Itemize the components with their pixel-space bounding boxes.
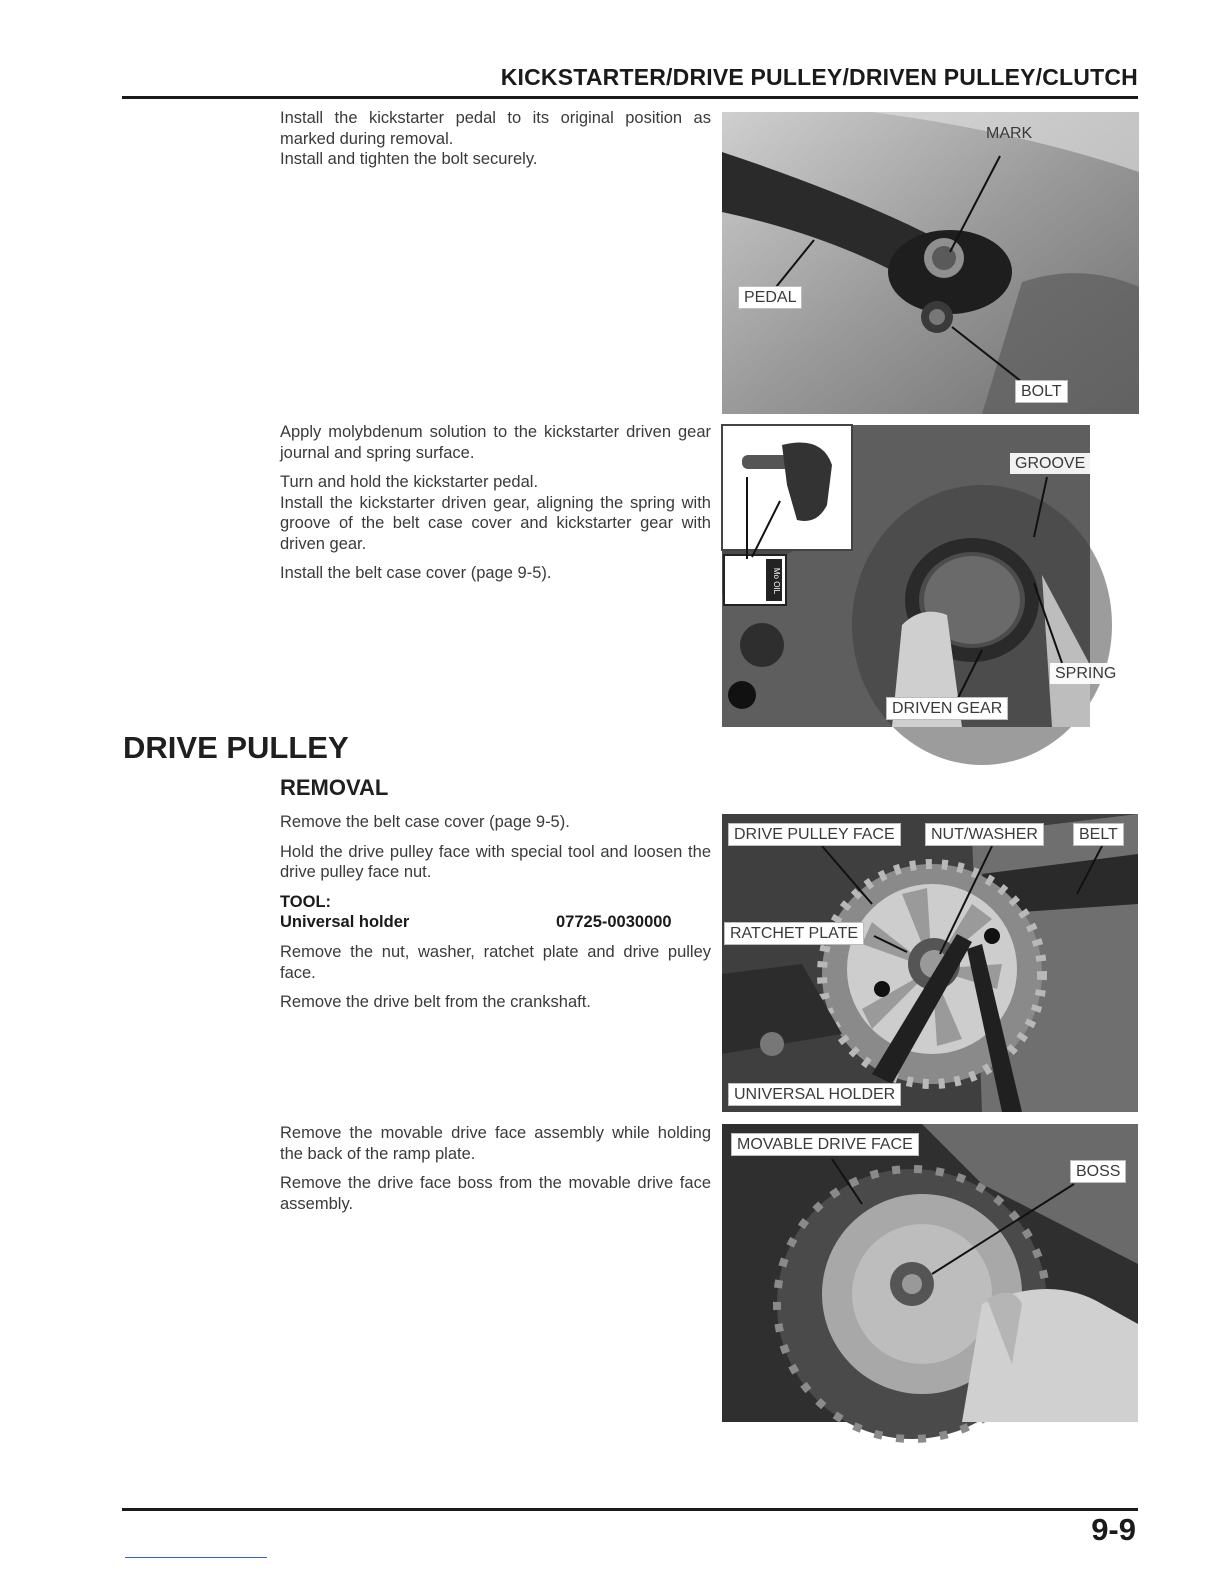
- header-rule: [122, 96, 1138, 99]
- instruction-block-pedal: [280, 108, 711, 170]
- instruction-paragraph: Remove the drive belt from the crankshaft.: [280, 993, 591, 1011]
- label-pedal: PEDAL: [738, 286, 802, 309]
- instruction-block-driven-gear: [280, 422, 711, 593]
- label-driven-gear: DRIVEN GEAR: [886, 697, 1008, 720]
- instruction-paragraph: Apply molybdenum solution to the kickstarter driven gear journal and spring surface.: [280, 423, 711, 462]
- instruction-block-movable-face: [280, 1123, 711, 1223]
- instruction-paragraph: Install the belt case cover (page 9-5).: [280, 564, 552, 582]
- instruction-block-removal: [280, 812, 711, 1022]
- label-bolt: BOLT: [1015, 380, 1068, 403]
- instruction-paragraph: Remove the drive face boss from the movable drive face assembly.: [280, 1174, 711, 1213]
- instruction-paragraph: Remove the movable drive face assembly while holding the back of the ramp plate.: [280, 1124, 711, 1163]
- photo-driven-gear: [722, 425, 1117, 727]
- instruction-line: Install and tighten the bolt securely.: [280, 150, 538, 168]
- page-header-title: KICKSTARTER/DRIVE PULLEY/DRIVEN PULLEY/CLUTCH: [500, 64, 1138, 90]
- label-nut-washer: NUT/WASHER: [925, 823, 1044, 846]
- label-boss: BOSS: [1070, 1160, 1126, 1183]
- label-groove: GROOVE: [1010, 453, 1090, 474]
- instruction-line: Install the kickstarter pedal to its original position as marked during removal.: [280, 109, 711, 148]
- photo-movable-drive-face: [722, 1124, 1138, 1422]
- label-universal-holder: UNIVERSAL HOLDER: [728, 1083, 901, 1106]
- photo-universal-holder: [722, 814, 1138, 1112]
- section-title: DRIVE PULLEY: [123, 730, 349, 765]
- instruction-paragraph: Remove the nut, washer, ratchet plate and drive pulley face.: [280, 943, 711, 982]
- label-movable-drive-face: MOVABLE DRIVE FACE: [731, 1133, 919, 1156]
- page-number: 9-9: [1091, 1512, 1136, 1547]
- tool-name: Universal holder: [280, 913, 410, 931]
- tool-number: 07725-0030000: [556, 913, 672, 931]
- label-ratchet-plate: RATCHET PLATE: [724, 922, 864, 945]
- footer-link-underline: [125, 1557, 267, 1558]
- instruction-paragraph: Hold the drive pulley face with special tool and loosen the drive pulley face nut.: [280, 842, 711, 881]
- label-spring: SPRING: [1050, 663, 1121, 684]
- footer-rule: [122, 1508, 1138, 1511]
- oil-symbol-text: Mo OIL: [772, 567, 781, 595]
- tool-row: [280, 912, 711, 936]
- photo-kickstarter-pedal: [722, 112, 1139, 414]
- instruction-paragraph: Remove the belt case cover (page 9-5).: [280, 813, 570, 831]
- label-drive-pulley-face: DRIVE PULLEY FACE: [728, 823, 901, 846]
- tool-heading: TOOL:: [280, 892, 332, 911]
- label-belt: BELT: [1073, 823, 1124, 846]
- instruction-paragraph: Turn and hold the kickstarter pedal.: [280, 473, 539, 491]
- instruction-paragraph: Install the kickstarter driven gear, aligning the spring with groove of the belt case cover and kickstarter gear with driven gear.: [280, 493, 711, 553]
- subsection-title: REMOVAL: [280, 775, 389, 800]
- label-mark: MARK: [986, 125, 1033, 142]
